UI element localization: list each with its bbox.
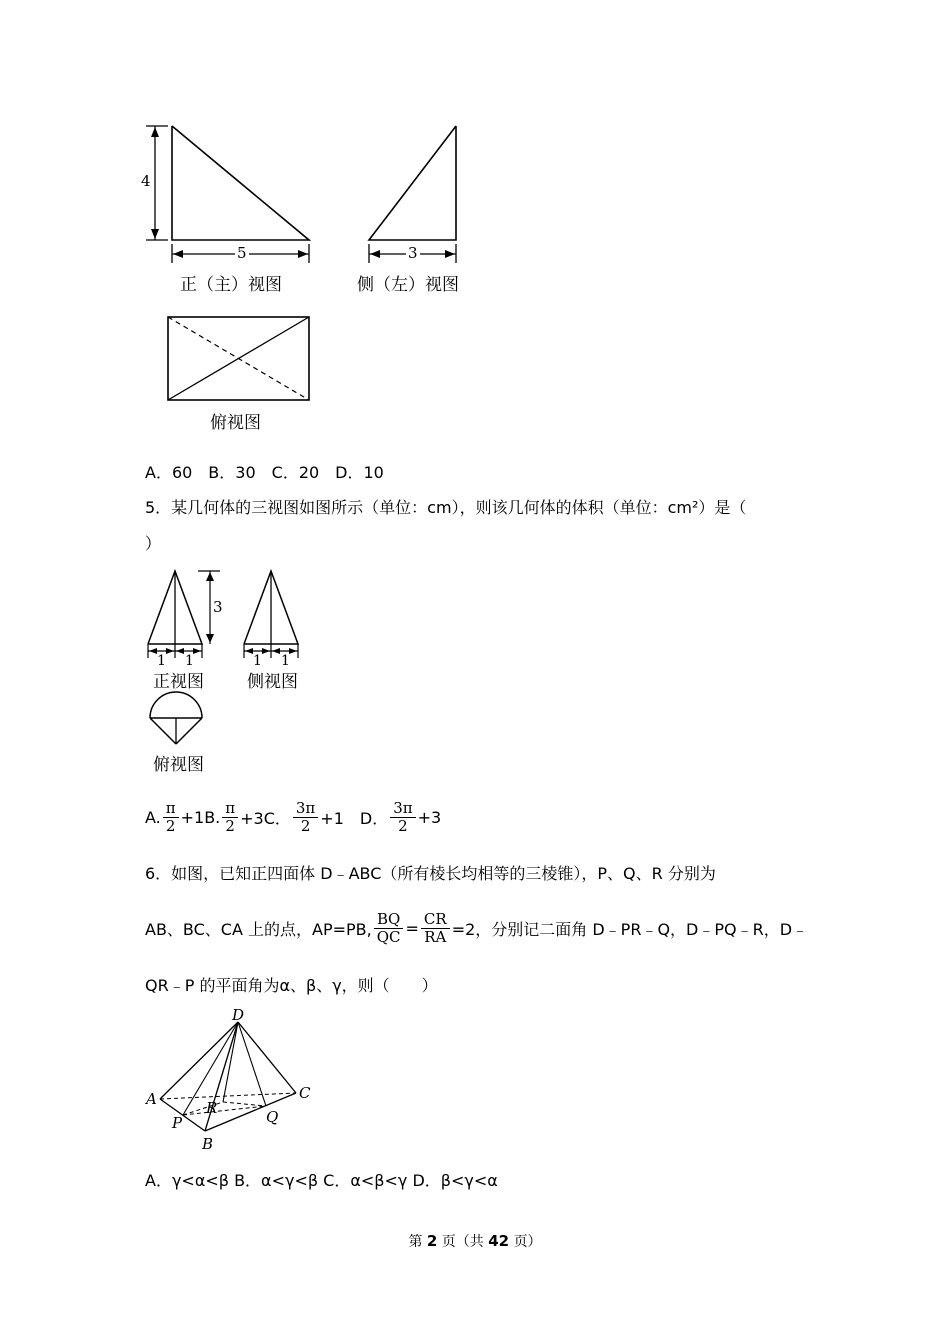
q6-equals: = bbox=[405, 919, 419, 938]
q5-top-view-caption: 俯视图 bbox=[153, 755, 204, 775]
footer-mid: 页（共 bbox=[441, 1234, 484, 1250]
q6-stem-line3: QR﹣P 的平面角为α、β、γ，则（ ） bbox=[145, 976, 438, 995]
q6-frac2-num: CR bbox=[421, 911, 450, 929]
q5-option-d-suffix: +3 bbox=[417, 808, 442, 827]
q6-options: A．γ<α<β B．α<γ<β C．α<β<γ D．β<γ<α bbox=[145, 1171, 498, 1190]
q5-front-w1-label: 1 bbox=[157, 653, 166, 669]
q5-height-label: 3 bbox=[213, 598, 223, 616]
q5-a-num: π bbox=[163, 800, 179, 818]
q4-side-width-label: 3 bbox=[408, 244, 418, 262]
q5-option-a-suffix: +1B. bbox=[180, 808, 221, 827]
q6-label-b: B bbox=[202, 1135, 214, 1153]
q4-side-view-caption: 侧（左）视图 bbox=[357, 275, 459, 295]
q5-option-b-suffix: +3C． bbox=[240, 809, 291, 828]
q6-frac2-den: RA bbox=[424, 928, 447, 946]
q5-side-w2-label: 1 bbox=[281, 653, 290, 669]
page-footer bbox=[0, 1231, 950, 1251]
q5-front-view-caption: 正视图 bbox=[153, 672, 204, 692]
q4-width-label: 5 bbox=[237, 244, 247, 262]
q4-top-view-caption: 俯视图 bbox=[210, 413, 261, 433]
q4-height-label: 4 bbox=[141, 172, 151, 190]
q5-option-a-prefix: A. bbox=[145, 808, 161, 827]
q6-label-d: D bbox=[232, 1006, 245, 1024]
q5-option-c-suffix: +1 D． bbox=[320, 809, 389, 828]
footer-page-number: 2 bbox=[426, 1232, 438, 1250]
q5-side-view-caption: 侧视图 bbox=[247, 672, 298, 692]
q5-b-den: 2 bbox=[225, 817, 235, 835]
q4-options: A．60 B．30 C．20 D．10 bbox=[145, 463, 384, 482]
q5-stem-line2: ） bbox=[145, 534, 162, 553]
footer-post: 页） bbox=[513, 1234, 542, 1250]
q5-d-num: 3π bbox=[390, 800, 415, 818]
q6-frac1-num: BQ bbox=[374, 911, 403, 929]
q5-c-num: 3π bbox=[293, 800, 318, 818]
q6-stem-line1: 6．如图，已知正四面体 D﹣ABC（所有棱长均相等的三棱锥），P、Q、R 分别为 bbox=[145, 864, 716, 883]
q5-d-den: 2 bbox=[398, 817, 408, 835]
q6-stem-line2-b: =2，分别记二面角 D﹣PR﹣Q，D﹣PQ﹣R，D﹣ bbox=[451, 920, 809, 939]
q5-side-w1-label: 1 bbox=[253, 653, 262, 669]
q5-b-num: π bbox=[222, 800, 238, 818]
q5-a-den: 2 bbox=[165, 817, 176, 835]
q5-stem-line1: 5．某几何体的三视图如图所示（单位：cm），则该几何体的体积（单位：cm²）是（ bbox=[145, 498, 747, 517]
q6-label-p: P bbox=[172, 1114, 183, 1132]
q6-frac1-den: QC bbox=[376, 928, 401, 946]
q6-stem-line2-a: AB、BC、CA 上的点，AP=PB, bbox=[145, 920, 372, 939]
footer-pre: 第 bbox=[408, 1234, 423, 1250]
q6-label-a: A bbox=[146, 1090, 157, 1108]
q4-front-view-caption: 正（主）视图 bbox=[180, 275, 282, 295]
q6-label-c: C bbox=[299, 1084, 311, 1102]
q6-label-r: R bbox=[206, 1099, 218, 1117]
q5-front-w2-label: 1 bbox=[185, 653, 194, 669]
footer-total-pages: 42 bbox=[488, 1232, 510, 1250]
q6-label-q: Q bbox=[266, 1108, 279, 1126]
q5-c-den: 2 bbox=[300, 817, 311, 835]
